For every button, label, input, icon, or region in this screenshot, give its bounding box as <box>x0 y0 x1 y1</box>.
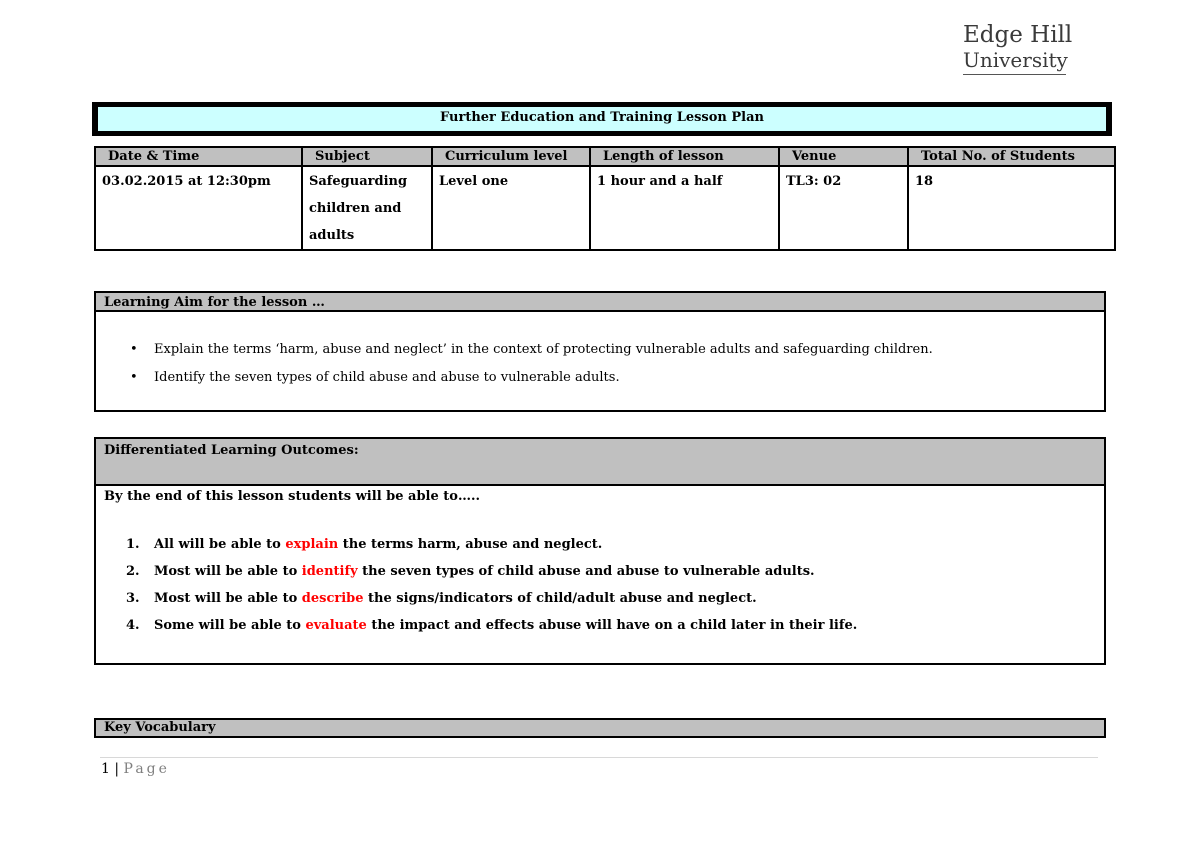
cell-venue: TL3: 02 <box>779 166 908 250</box>
list-item <box>126 531 1104 558</box>
header-curriculum-level: Curriculum level <box>432 147 590 166</box>
outcome-verb: describe <box>301 591 364 606</box>
header-total-students: Total No. of Students <box>908 147 1115 166</box>
logo-underline <box>963 74 1066 75</box>
outcome-text: All will be able to <box>154 537 286 552</box>
header-date-time: Date & Time <box>95 147 302 166</box>
outcome-text: Some will be able to <box>154 618 306 633</box>
university-logo <box>963 22 1073 75</box>
learning-aim-heading: Learning Aim for the lesson … <box>96 293 1104 312</box>
learning-aim-section <box>94 291 1106 412</box>
outcome-number: 1. <box>126 537 140 552</box>
page-footer <box>101 761 170 777</box>
outcomes-list <box>96 531 1104 639</box>
outcome-text: the terms harm, abuse and neglect. <box>338 537 603 552</box>
cell-total-students: 18 <box>908 166 1115 250</box>
list-item <box>126 558 1104 585</box>
outcome-number: 2. <box>126 564 140 579</box>
learning-outcomes-section <box>94 437 1106 665</box>
cell-curriculum-level: Level one <box>432 166 590 250</box>
header-venue: Venue <box>779 147 908 166</box>
lesson-info-table <box>94 146 1116 251</box>
outcome-verb: explain <box>285 537 339 552</box>
outcome-text: Most will be able to <box>154 564 302 579</box>
table-row <box>95 166 1115 250</box>
outcome-text: Most will be able to <box>154 591 302 606</box>
cell-date-time: 03.02.2015 at 12:30pm <box>95 166 302 250</box>
outcome-verb: evaluate <box>305 618 367 633</box>
cell-length-of-lesson: 1 hour and a half <box>590 166 779 250</box>
outcome-text: the signs/indicators of child/adult abuse and neglect. <box>363 591 757 606</box>
outcomes-intro: By the end of this lesson students will be able to….. <box>104 489 481 504</box>
lesson-plan-title-box <box>92 102 1112 136</box>
list-item <box>126 612 1104 639</box>
list-item: • Explain the terms ‘harm, abuse and neglect’ in the context of protecting vulnerable adults and safeguarding children. <box>154 336 1104 364</box>
footer-divider <box>100 757 1098 758</box>
cell-subject: Safeguarding children and adults <box>302 166 432 250</box>
outcome-text: the impact and effects abuse will have on a child later in their life. <box>366 618 858 633</box>
key-vocabulary-heading: Key Vocabulary <box>96 720 1104 736</box>
page-label: Page <box>123 761 170 777</box>
header-subject: Subject <box>302 147 432 166</box>
table-header-row <box>95 147 1115 166</box>
header-length-of-lesson: Length of lesson <box>590 147 779 166</box>
learning-outcomes-heading: Differentiated Learning Outcomes: <box>96 439 1104 486</box>
outcome-verb: identify <box>301 564 358 579</box>
outcome-number: 3. <box>126 591 140 606</box>
footer-separator: | <box>109 761 124 777</box>
list-item <box>126 585 1104 612</box>
logo-line-2: University <box>963 48 1068 72</box>
page-number: 1 <box>101 761 110 777</box>
page-title: Further Education and Training Lesson Plan <box>97 106 1107 132</box>
key-vocabulary-section <box>94 718 1106 738</box>
outcome-number: 4. <box>126 618 140 633</box>
learning-aim-list <box>96 336 1104 392</box>
list-item: • Identify the seven types of child abuse and abuse to vulnerable adults. <box>154 364 1104 392</box>
logo-line-1: Edge Hill <box>963 22 1073 48</box>
outcome-text: the seven types of child abuse and abuse to vulnerable adults. <box>357 564 815 579</box>
